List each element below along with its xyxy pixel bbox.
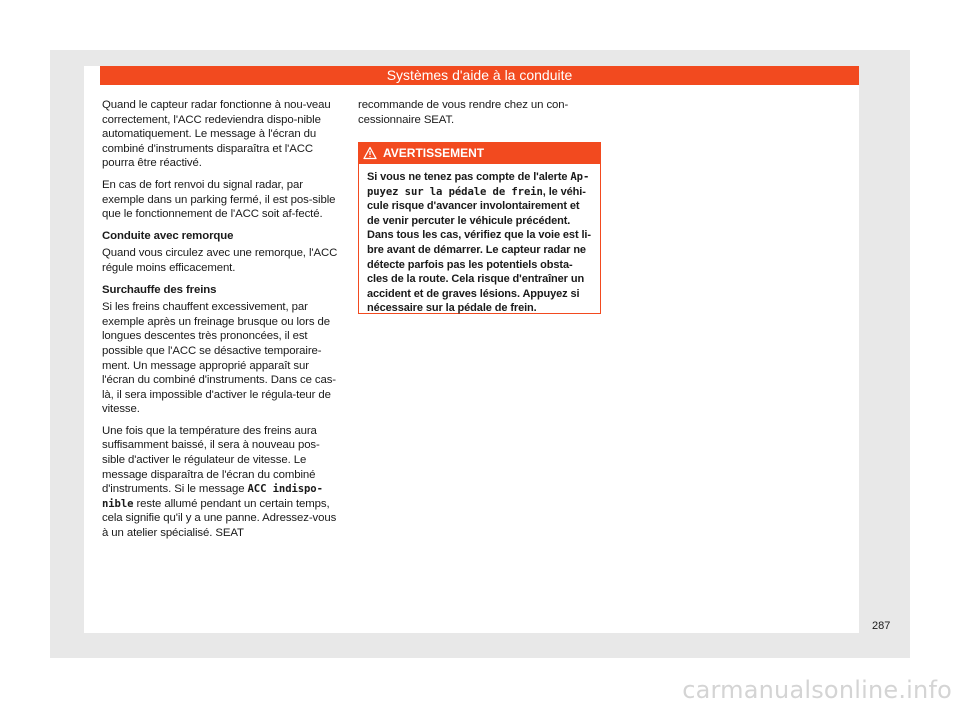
paragraph-text: Une fois que la température des freins aura suffisamment baissé, il sera à nouveau pos-sible d'activer le régulateur de vitesse. Le message disparaîtra de l'écran du combiné d'instruments. Si le message xyxy=(102,424,320,496)
display-message-code: ACC indispo-nible xyxy=(102,483,323,510)
middle-column xyxy=(358,98,603,134)
warning-title: AVERTISSEMENT xyxy=(383,146,485,160)
warning-text: Si vous ne tenez pas compte de l'alerte xyxy=(367,171,571,183)
warning-triangle-icon xyxy=(363,146,377,160)
page-number: 287 xyxy=(872,620,891,632)
warning-text: , le véhi-cule risque d'avancer involontairement et de venir percuter le véhicule précédent. Dans tous les cas, vérifiez que la voie est li-bre avant de démarrer. Le capteur radar ne détecte parfois pas les potentiels obsta-cles de la route. Cela risque d'entraîner un accident et de graves lésions. Appuyez si nécessaire sur la pédale de frein. xyxy=(367,185,591,315)
display-message-code: Ap-puyez sur la pédale de frein xyxy=(367,171,590,198)
paragraph: En cas de fort renvoi du signal radar, par exemple dans un parking fermé, il est pos-sible que le fonctionnement de l'ACC soit af-fecté. xyxy=(102,178,336,221)
watermark: carmanualsonline.info xyxy=(682,676,952,704)
warning-body xyxy=(359,164,600,316)
subheading-trailer: Conduite avec remorque xyxy=(102,229,234,242)
paragraph xyxy=(102,424,342,541)
warning-header xyxy=(359,143,600,164)
left-column xyxy=(102,98,342,548)
warning-box xyxy=(358,142,601,314)
section-title: Systèmes d'aide à la conduite xyxy=(386,67,573,83)
paragraph: Quand le capteur radar fonctionne à nou-veau correctement, l'ACC redeviendra dispo-nible automatiquement. Le message à l'écran du combiné d'instruments disparaîtra et l'ACC pourra être réactivé. xyxy=(102,99,331,170)
paragraph: Quand vous circulez avec une remorque, l'ACC régule moins efficacement. xyxy=(102,247,338,274)
paragraph: Si les freins chauffent excessivement, par exemple après un freinage brusque ou lors de longues descentes très prononcées, il est possible que l'ACC se désactive temporaire-ment. Un message approprié apparaît sur l'écran du combiné d'instruments. Dans ce cas-là, il sera impossible d'activer le régula-teur de vitesse. xyxy=(102,301,336,416)
paragraph-text: reste allumé pendant un certain temps, cela signifie qu'il y a une panne. Adressez-vous à un atelier spécialisé. SEAT xyxy=(102,497,337,540)
section-header xyxy=(100,66,859,85)
subheading-brakes: Surchauffe des freins xyxy=(102,283,217,296)
paragraph: recommande de vous rendre chez un con-cessionnaire SEAT. xyxy=(358,99,569,126)
